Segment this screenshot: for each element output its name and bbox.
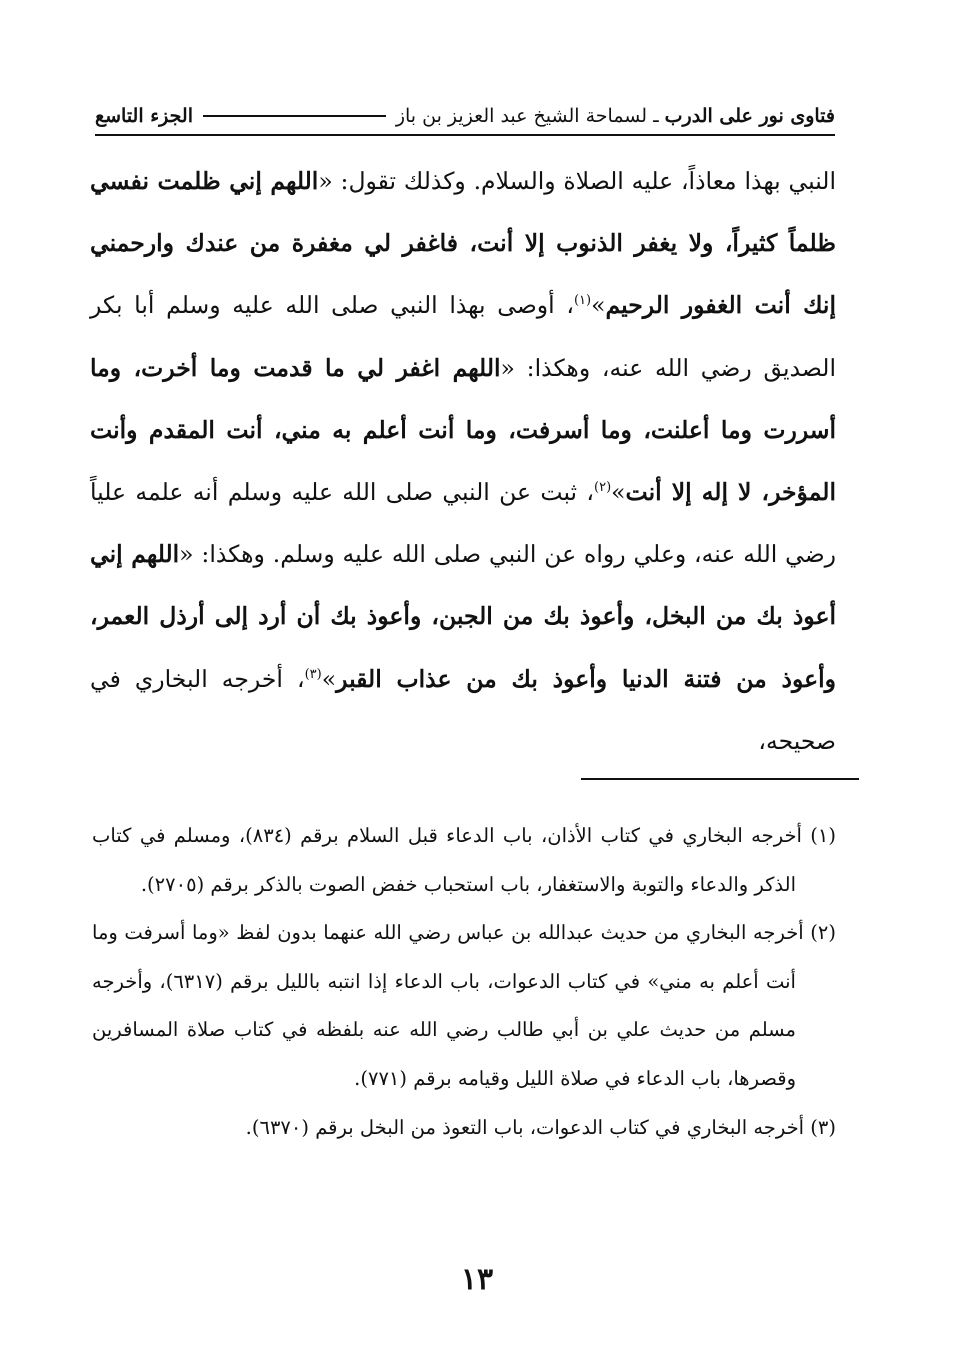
- body-segment: ، أوصى بهذا النبي صلى الله عليه وسلم أبا بكر الصديق رضي الله عنه، وهكذا: «: [90, 291, 836, 382]
- footnote-ref[interactable]: (٢): [594, 480, 612, 496]
- author-name: ـ لسماحة الشيخ عبد العزيز بن باز: [395, 105, 659, 127]
- footnote-3: (٣) أخرجه البخاري في كتاب الدعوات، باب التعوذ من البخل برقم (٦٣٧٠).: [245, 1115, 836, 1139]
- supplication-quote: اللهم اغفر لي ما قدمت وما أخرت، وما أسررت وما أعلنت، وما أسرفت، وما أنت أعلم به مني، أنت المقدم وأنت المؤخر، لا إله إلا أنت: [90, 353, 836, 507]
- footnote-ref[interactable]: (٣): [304, 666, 322, 682]
- page-number: ١٣: [460, 1262, 494, 1297]
- body-text: [90, 150, 836, 772]
- supplication-quote: اللهم إني ظلمت نفسي ظلماً كثيراً، ولا يغفر الذنوب إلا أنت، فاغفر لي مغفرة من عندك وارحمني إنك أنت الغفور الرحيم: [90, 167, 836, 320]
- body-segment: ، ثبت عن النبي صلى الله عليه وسلم أنه علمه علياً رضي الله عنه، وعلي رواه عن النبي صلى الله عليه وسلم. وهكذا: «: [90, 478, 837, 569]
- volume-label: الجزء التاسع: [95, 105, 193, 127]
- body-segment: ، أخرجه البخاري في صحيحه،: [90, 664, 836, 755]
- header-rule: [203, 115, 386, 117]
- footnotes: [92, 812, 836, 1152]
- body-segment: »: [321, 664, 337, 693]
- running-header: [95, 98, 835, 136]
- body-segment: »: [591, 291, 606, 320]
- footnote-1: (١) أخرجه البخاري في كتاب الأذان، باب الدعاء قبل السلام برقم (٨٣٤)، ومسلم في كتاب الذكر والدعاء والتوبة والاستغفار، باب استحباب خفض الصوت بالذكر برقم (٢٧٠٥).: [92, 824, 836, 896]
- footnote-separator: [581, 778, 859, 780]
- book-title: فتاوى نور على الدرب: [664, 105, 835, 127]
- footnote-2: (٢) أخرجه البخاري من حديث عبدالله بن عباس رضي الله عنهما بدون لفظ «وما أسرفت وما أنت أعلم به مني» في كتاب الدعوات، باب الدعاء إذا انتبه بالليل برقم (٦٣١٧)، وأخرجه مسلم من حديث علي بن أبي طالب رضي الله عنه بلفظه في كتاب صلاة المسافرين وقصرها، باب الدعاء في صلاة الليل وقيامه برقم (٧٧١).: [92, 921, 836, 1090]
- footnote-ref[interactable]: (١): [573, 293, 592, 309]
- body-segment: »: [611, 478, 626, 507]
- body-segment: النبي بهذا معاذاً، عليه الصلاة والسلام. وكذلك تقول: «: [318, 167, 836, 195]
- supplication-quote: اللهم إني أعوذ بك من البخل، وأعوذ بك من الجبن، وأعوذ بك أن أرد إلى أرذل العمر، وأعوذ من فتنة الدنيا وأعوذ بك من عذاب القبر: [90, 540, 837, 693]
